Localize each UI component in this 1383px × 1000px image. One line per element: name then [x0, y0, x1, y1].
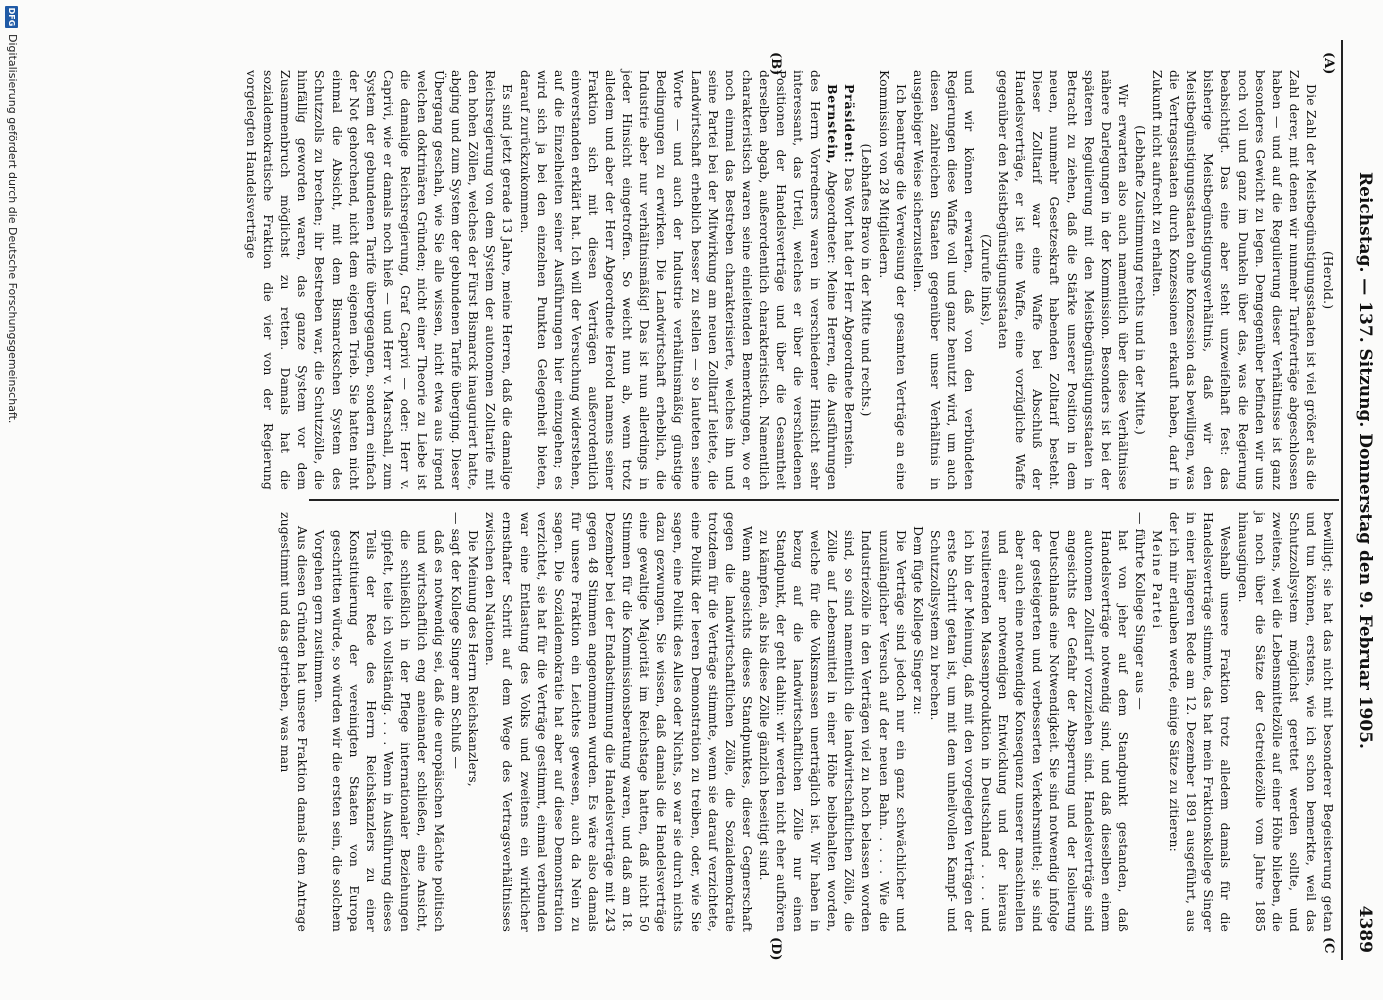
quote-attribution: — führte Kollege Singer aus — — [1132, 512, 1148, 710]
quote-block: Die Verträge sind jedoch nur ein ganz schwächlicher und unzulänglicher Versuch auf der neuen Bahn. . . . . Wie die Industriezölle in den Verträgen viel zu hoch belassen worden sind, so sind namentlich die landwirtschaftlichen Zölle, die Zölle auf Lebensmittel in einer Höhe beibehalten worden, welche für die Volksmassen unerträglich ist. Wir haben in bezug auf die landwirtschaftlichen Zölle nur einen Standpunkt, der geht dahin: wir werden nicht eher aufhören zu kämpfen, als bis diese Zölle gänzlich beseitigt sind. — [756, 530, 909, 932]
running-head-title: Reichstag. — 137. Sitzung. Donnerstag den 9. Februar 1905. — [1355, 172, 1375, 749]
paragraph: Weshalb unsere Fraktion trotz alledem damals für die Handelsverträge stimmte, das hat mein Fraktionskollege Singer in einer längeren Rede am 12. Dezember 1891 ausgeführt, aus der ich mir erlauben werde, einige Sätze zu zitieren: — [1167, 512, 1234, 932]
paragraph: Aus diesen Gründen hat unsere Fraktion damals dem Antrage zugestimmt und das getrieben, was man — [278, 512, 311, 932]
column-divider — [309, 499, 1339, 501]
interjection: (Lebhaftes Bravo in der Mitte und rechts.) — [859, 143, 875, 417]
credit-text: Digitalisierung gefördert durch die Deutsche Forschungsgemeinschaft. — [6, 34, 19, 424]
speech-text: Abgeordneter: Meine Herren, die Ausführungen des Herrn Vorredners waren in verschiedener Hinsicht sehr interessant, das Urteil, welches er über die verschiedenen Positionen der Handelsverträge und über die Gesamtheit derselben abgab, außerordentlich charakteristisch. Namentlich charakteristisch waren seine einleitenden Bemerkungen, wo er noch einmal das Bestreben charakterisierte, welches ihn und seine Partei bei der Mitwirkung am neuen Zolltarif leitete, die Landwirtschaft erheblich besser zu stellen — so lauteten seine Worte — und auch der Industrie verhältnismäßig günstige Bedingungen zu erwirken. Die Landwirtschaft erheblich, die Industrie aber nur verhältnismäßig! Das ist nun allerdings in jeder Hinsicht eingetroffen. So weicht nun ab, wenn trotz alledem und aber der Herr Abgeordnete Herold namens seiner Fraktion sich mit diesen Verträgen außerordentlich einverstanden erklärt hat. Ich will der Versuchung widerstehen, auf die Einzelheiten seiner Ausführungen hier einzugehen; es wird sich ja bei den einzelnen Punkten Gelegenheit bieten, darauf zurückzukommen. — [517, 70, 841, 490]
margin-marker-c: (C — [1321, 937, 1336, 954]
left-column — [244, 70, 1337, 490]
paragraph: Wenn angesichts dieses Standpunktes, dieser Gegnerschaft gegen die landwirtschaftlichen Zölle, die Sozialdemokratie trotzdem für die Verträge stimmte, wenn sie darauf verzichtete, eine Politik der leeren Demonstration zu treiben, oder, wie Sie sagen, eine Politik des Alles oder Nichts, so war sie durch nichts dazu gezwungen. Sie wissen, daß damals die Handelsverträge eine gewaltige Majorität im Reichstage hatten, daß nicht 50 Stimmen für die Kommissionsberatung waren, und daß am 18. Dezember bei der Endabstimmung die Handelsverträge mit 243 gegen 48 Stimmen angenommen wurden. Es wäre also damals für unsere Fraktion ein Leichtes gewesen, auch da Nein zu sagen. Die Sozialdemokratie hat aber auf diese Demonstration verzichtet, sie hat für die Verträge gestimmt, einmal verbunden war eine Entlastung des Volks und zweitens ein wirklicher ernsthafter Schritt auf dem Wege des Vertragsverhältnisses zwischen den Nationen. — [483, 512, 755, 932]
quote-attribution: — sagt der Kollege Singer am Schluß — — [449, 512, 465, 770]
right-column — [278, 512, 1337, 932]
margin-marker-a: (A) — [1321, 52, 1336, 75]
margin-marker-d: (D) — [768, 937, 783, 961]
speaker-name: Bernstein, — [825, 84, 841, 165]
margin-marker-b: (B) — [768, 52, 783, 76]
paragraph: und wir können erwarten, daß von den verbündeten Regierungen diese Waffe voll und ganz benutzt wird, um auch diesen zahlreichen Staaten gegenüber unser Verhältnis in ausgiebiger Weise sicherzustellen. — [910, 70, 978, 490]
quote-block: hat von jeher auf dem Standpunkt gestanden, daß Handelsverträge notwendig sind, und daß dieselben einem autonomen Zolltarif vorzuziehen sind. Handelsverträge sind angesichts der Gefahr der Absperrung und der Isolierung Deutschlands eine Notwendigkeit. Sie sind notwendig infolge der gesteigerten und verbesserten Verkehrsmittel; sie sind aber auch eine notwendige Konsequenz unserer maschinellen und einer notwendigen Entwicklung und der hieraus resultierenden Massenproduktion in Deutschland . . . . und ich bin der Meinung, daß mit den vorgelegten Verträgen der erste Schritt getan ist, um mit dem unheilvollen Kampf- und Schutzzollsystem zu brechen. — [927, 530, 1131, 932]
paragraph: Es sind jetzt gerade 13 Jahre, meine Herren, daß die damalige Reichsregierung von dem System der autonomen Zolltarife mit den hohen Zöllen, welches der Fürst Bismarck inauguriert hatte, abging und zum System der gebundenen Tarife überging. Dieser Übergang geschah, wie Sie alle wissen, nicht etwa aus irgend welchen doktrinären Gründen; nicht einer Theorie zu Liebe ist die damalige Reichsregierung, Graf Caprivi — oder: Herr v. Caprivi, wie er damals noch hieß — und Herr v. Marschall, zum System der gebundenen Tarife übergegangen, sondern einfach der Not gehorchend, nicht dem eigenen Trieb. Sie hatten nicht einmal die Absicht, mit dem Bismarckschen System des Schutzzolls zu brechen; ihr Bestreben war, die Schutzzölle, die hinfällig geworden waren, das ganze System vor dem Zusammenbruch möglichst zu retten. Damals hat die sozialdemokratische Fraktion die vier von der Regierung vorgelegten Handelsverträge — [244, 70, 516, 490]
speech-text: Das Wort hat der Herr Abgeordnete Bernstein. — [842, 167, 858, 470]
quote-line: Meine Partei — [1150, 530, 1166, 630]
header-rule — [1341, 40, 1343, 960]
paragraph: Dem fügte Kollege Singer zu: — [910, 526, 926, 715]
paragraph: Wir erwarten also auch namentlich über diese Verhältnisse nähere Darlegungen in der Kommission. Besonders ist bei der späteren Regulierung mit den Meistbegünstigungsstaaten in Betracht zu ziehen, daß die Stärke unserer Position in dem neuen, nunmehr Gesetzeskraft habenden Zolltarif besteht. Dieser Zolltarif war eine Waffe bei Abschluß der Handelsverträge, er ist eine Waffe, eine vorzügliche Waffe gegenüber den Meistbegünstigungsstaaten — [996, 70, 1131, 490]
paragraph: bewilligt; sie hat das nicht mit besonderer Begeisterung getan und tun können, erstens, wie ich schon bemerkte, weil das Schutzzollsystem möglichst gerettet werden sollte, und zweitens, weil die Lebensmittelzölle auf einer Höhe blieben, die ja noch über die Sätze der Getreidezölle vom Jahre 1885 hinausgingen. — [1235, 512, 1336, 932]
speech-turn — [841, 70, 858, 490]
digitization-credit — [1, 0, 21, 1000]
speaker-name: Präsident: — [842, 84, 858, 164]
interjection: (Zurufe links), — [979, 234, 995, 326]
interjection: (Lebhafte Zustimmung rechts und in der Mitte.) — [1132, 125, 1148, 435]
quote-line: Die Meinung des Herrn Reichskanzlers, — [466, 530, 482, 787]
speech-turn — [517, 70, 842, 490]
paragraph: Ich beantrage die Verweisung der gesamten Verträge an eine Kommission von 28 Mitgliedern. — [876, 70, 909, 490]
dfg-logo: DFG — [7, 7, 16, 27]
page-number: 4389 — [1355, 905, 1375, 953]
speaker-continuation: (Herold.) — [1321, 250, 1336, 310]
running-head — [1345, 48, 1375, 953]
quote-block: daß es notwendig sei, daß die europäischen Mächte politisch und wirtschaftlich eng aneinander schließen, eine Ansicht, die schließlich in der Pflege internationaler Beziehungen gipfelt, teile ich vollständig. . . . Wenn in Ausführung dieses Teils der Rede des Herrn Reichskanzlers zu einer Konstituierung der vereinigten Staaten von Europa geschritten würde, so würden wir die ersten sein, die solchem Vorgehen gern zustimmen. — [312, 530, 448, 932]
paragraph: Die Zahl der Meistbegünstigungsstaaten ist viel größer als die Zahl derer, mit denen wir nunmehr Tarifverträge abgeschlossen haben — und auf die Regulierung dieser Verhältnisse ist ganz besonderes Gewicht zu legen. Demgegenüber befinden wir uns noch voll und ganz im Dunkeln über das, was die Regierung beabsichtigt. Das eine aber steht unzweifelhaft fest: das bisherige Meistbegünstigungsverhältnis, daß wir den Meistbegünstigungsstaaten ohne Konzession das bewilligen, was die Vertragsstaaten durch Konzessionen erkauft haben, darf in Zukunft nicht aufrecht zu erhalten. — [1150, 70, 1319, 490]
